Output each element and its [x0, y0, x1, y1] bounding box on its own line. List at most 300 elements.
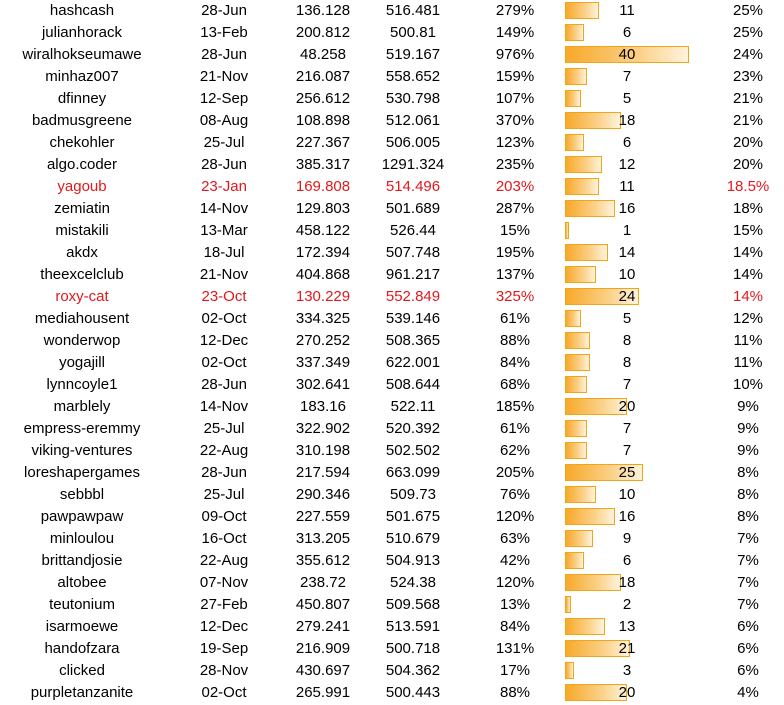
date-cell[interactable]: 28-Jun: [201, 376, 247, 393]
username-cell[interactable]: julianhorack: [41, 24, 123, 41]
value-b-cell[interactable]: 520.392: [385, 420, 441, 437]
table-row[interactable]: [0, 88, 784, 110]
value-b-cell[interactable]: 513.591: [385, 618, 441, 635]
table-row[interactable]: [0, 308, 784, 330]
share-cell[interactable]: 23%: [732, 68, 764, 85]
count-value: 16: [618, 200, 636, 217]
value-a-cell[interactable]: 337.349: [295, 354, 351, 371]
data-bar: [565, 134, 584, 151]
count-bar-cell[interactable]: [563, 528, 691, 550]
percent-cell[interactable]: 287%: [495, 200, 535, 217]
percent-cell[interactable]: 976%: [495, 46, 535, 63]
count-bar-cell[interactable]: [563, 154, 691, 176]
data-bar: [565, 486, 596, 503]
share-cell[interactable]: 20%: [732, 134, 764, 151]
count-value: 40: [618, 46, 636, 63]
count-value: 18: [618, 574, 636, 591]
count-value: 20: [618, 684, 636, 701]
share-cell[interactable]: 8%: [737, 464, 759, 481]
data-bar: [565, 112, 621, 129]
table-row[interactable]: [0, 572, 784, 594]
value-a-cell[interactable]: 217.594: [295, 464, 351, 481]
count-bar-cell[interactable]: [563, 286, 691, 308]
date-cell[interactable]: 21-Nov: [199, 68, 249, 85]
share-cell[interactable]: 11%: [733, 354, 763, 371]
count-bar-cell[interactable]: [563, 506, 691, 528]
date-cell[interactable]: 23-Jan: [201, 178, 247, 195]
count-value: 24: [618, 288, 636, 305]
username-cell[interactable]: empress-eremmy: [23, 420, 141, 437]
table-row[interactable]: [0, 176, 784, 198]
value-b-cell[interactable]: 552.849: [385, 288, 441, 305]
value-b-cell[interactable]: 512.061: [385, 112, 441, 129]
username-cell[interactable]: loreshapergames: [24, 464, 140, 481]
value-a-cell[interactable]: 310.198: [295, 442, 351, 459]
value-b-cell[interactable]: 539.146: [385, 310, 441, 327]
username-cell[interactable]: minloulou: [49, 530, 115, 547]
percent-cell[interactable]: 279%: [495, 2, 535, 19]
count-bar-cell[interactable]: [563, 462, 691, 484]
count-bar-cell[interactable]: [563, 660, 691, 682]
percent-cell[interactable]: 203%: [495, 178, 535, 195]
value-b-cell[interactable]: 500.81: [390, 24, 436, 41]
username-cell[interactable]: algo.coder: [46, 156, 118, 173]
count-value: 7: [622, 420, 632, 437]
share-cell[interactable]: 12%: [732, 310, 764, 327]
count-value: 6: [622, 134, 632, 151]
value-a-cell[interactable]: 450.807: [295, 596, 351, 613]
count-value: 10: [618, 486, 636, 503]
date-cell[interactable]: 22-Aug: [199, 442, 249, 459]
value-b-cell[interactable]: 524.38: [390, 574, 436, 591]
share-cell[interactable]: 14%: [732, 288, 764, 305]
value-b-cell[interactable]: 508.365: [385, 332, 441, 349]
data-bar: [565, 68, 587, 85]
count-value: 16: [618, 508, 636, 525]
data-bar: [565, 662, 574, 679]
table-row[interactable]: [0, 44, 784, 66]
data-bar: [565, 574, 621, 591]
percent-cell[interactable]: 84%: [499, 618, 531, 635]
username-cell[interactable]: yagoub: [57, 178, 107, 195]
value-a-cell[interactable]: 108.898: [295, 112, 351, 129]
share-cell[interactable]: 7%: [737, 552, 759, 569]
date-cell[interactable]: 08-Aug: [199, 112, 249, 129]
username-cell[interactable]: hashcash: [49, 2, 115, 19]
share-cell[interactable]: 14%: [732, 266, 764, 283]
share-cell[interactable]: 18%: [732, 200, 764, 217]
date-cell[interactable]: 23-Oct: [201, 288, 247, 305]
table-row[interactable]: [0, 506, 784, 528]
value-b-cell[interactable]: 501.689: [385, 200, 441, 217]
value-b-cell[interactable]: 502.502: [385, 442, 441, 459]
date-cell[interactable]: 13-Feb: [200, 24, 248, 41]
data-bar: [565, 266, 596, 283]
percent-cell[interactable]: 13%: [499, 596, 531, 613]
username-cell[interactable]: sebbbl: [59, 486, 105, 503]
percent-cell[interactable]: 149%: [495, 24, 535, 41]
share-cell[interactable]: 24%: [732, 46, 764, 63]
date-cell[interactable]: 14-Nov: [199, 398, 249, 415]
username-cell[interactable]: badmusgreene: [31, 112, 133, 129]
table-row[interactable]: [0, 484, 784, 506]
date-cell[interactable]: 13-Mar: [200, 222, 248, 239]
value-a-cell[interactable]: 430.697: [295, 662, 351, 679]
username-cell[interactable]: wiralhokseumawe: [22, 46, 142, 63]
value-a-cell[interactable]: 302.641: [295, 376, 351, 393]
value-a-cell[interactable]: 458.122: [295, 222, 351, 239]
percent-cell[interactable]: 61%: [499, 310, 531, 327]
value-a-cell[interactable]: 216.087: [295, 68, 351, 85]
count-bar-cell[interactable]: [563, 176, 691, 198]
count-value: 1: [622, 222, 632, 239]
count-bar-cell[interactable]: [563, 484, 691, 506]
username-cell[interactable]: mediahousent: [34, 310, 130, 327]
percent-cell[interactable]: 42%: [499, 552, 531, 569]
share-cell[interactable]: 8%: [737, 486, 759, 503]
share-cell[interactable]: 9%: [737, 442, 759, 459]
share-cell[interactable]: 25%: [732, 2, 764, 19]
share-cell[interactable]: 10%: [732, 376, 764, 393]
username-cell[interactable]: minhaz007: [45, 68, 119, 85]
percent-cell[interactable]: 68%: [499, 376, 531, 393]
username-cell[interactable]: viking-ventures: [31, 442, 133, 459]
value-a-cell[interactable]: 334.325: [295, 310, 351, 327]
value-b-cell[interactable]: 500.718: [385, 640, 441, 657]
table-row[interactable]: [0, 616, 784, 638]
value-a-cell[interactable]: 238.72: [300, 574, 346, 591]
date-cell[interactable]: 27-Feb: [200, 596, 248, 613]
date-cell[interactable]: 28-Jun: [201, 46, 247, 63]
value-a-cell[interactable]: 48.258: [300, 46, 346, 63]
count-value: 20: [618, 398, 636, 415]
value-a-cell[interactable]: 290.346: [295, 486, 351, 503]
share-cell[interactable]: 9%: [737, 398, 759, 415]
value-a-cell[interactable]: 322.902: [295, 420, 351, 437]
value-b-cell[interactable]: 961.217: [385, 266, 441, 283]
share-cell[interactable]: 18.5%: [726, 178, 770, 195]
date-cell[interactable]: 25-Jul: [203, 134, 245, 151]
count-bar-cell[interactable]: [563, 418, 691, 440]
percent-cell[interactable]: 205%: [495, 464, 535, 481]
username-cell[interactable]: marblely: [53, 398, 111, 415]
date-cell[interactable]: 19-Sep: [199, 640, 249, 657]
percent-cell[interactable]: 63%: [499, 530, 531, 547]
username-cell[interactable]: chekohler: [49, 134, 115, 151]
share-cell[interactable]: 7%: [737, 596, 759, 613]
value-a-cell[interactable]: 129.803: [295, 200, 351, 217]
data-bar: [565, 24, 584, 41]
count-value: 12: [618, 156, 636, 173]
percent-cell[interactable]: 325%: [495, 288, 535, 305]
count-bar-cell[interactable]: [563, 594, 691, 616]
username-cell[interactable]: mistakili: [55, 222, 109, 239]
count-value: 8: [622, 354, 632, 371]
table-row[interactable]: [0, 0, 784, 22]
date-cell[interactable]: 12-Dec: [199, 618, 249, 635]
username-cell[interactable]: pawpawpaw: [40, 508, 124, 525]
value-a-cell[interactable]: 270.252: [295, 332, 351, 349]
value-b-cell[interactable]: 510.679: [385, 530, 441, 547]
username-cell[interactable]: yogajill: [59, 354, 105, 371]
count-bar-cell[interactable]: [563, 616, 691, 638]
share-cell[interactable]: 9%: [737, 420, 759, 437]
table-row[interactable]: [0, 242, 784, 264]
count-bar-cell[interactable]: [563, 132, 691, 154]
date-cell[interactable]: 28-Jun: [201, 156, 247, 173]
count-value: 25: [618, 464, 636, 481]
percent-cell[interactable]: 15%: [499, 222, 531, 239]
value-b-cell[interactable]: 509.568: [385, 596, 441, 613]
percent-cell[interactable]: 107%: [495, 90, 535, 107]
data-bar: [565, 530, 593, 547]
percent-cell[interactable]: 84%: [499, 354, 531, 371]
share-cell[interactable]: 15%: [732, 222, 764, 239]
value-b-cell[interactable]: 509.73: [390, 486, 436, 503]
table-row[interactable]: [0, 594, 784, 616]
date-cell[interactable]: 22-Aug: [199, 552, 249, 569]
count-value: 2: [622, 596, 632, 613]
username-cell[interactable]: purpletanzanite: [30, 684, 134, 701]
value-a-cell[interactable]: 404.868: [295, 266, 351, 283]
value-b-cell[interactable]: 519.167: [385, 46, 441, 63]
data-bar: [565, 398, 627, 415]
count-value: 21: [618, 640, 636, 657]
data-bar: [565, 552, 584, 569]
table-row[interactable]: [0, 66, 784, 88]
count-bar-cell[interactable]: [563, 638, 691, 660]
username-cell[interactable]: roxy-cat: [55, 288, 109, 305]
value-b-cell[interactable]: 530.798: [385, 90, 441, 107]
value-b-cell[interactable]: 501.675: [385, 508, 441, 525]
value-a-cell[interactable]: 169.808: [295, 178, 351, 195]
count-bar-cell[interactable]: [563, 352, 691, 374]
username-cell[interactable]: brittandjosie: [41, 552, 123, 569]
value-b-cell[interactable]: 504.913: [385, 552, 441, 569]
value-b-cell[interactable]: 622.001: [385, 354, 441, 371]
data-bar: [565, 442, 587, 459]
percent-cell[interactable]: 195%: [495, 244, 535, 261]
percent-cell[interactable]: 61%: [499, 420, 531, 437]
table-row[interactable]: [0, 264, 784, 286]
share-cell[interactable]: 7%: [737, 574, 759, 591]
value-a-cell[interactable]: 130.229: [295, 288, 351, 305]
count-bar-cell[interactable]: [563, 44, 691, 66]
value-a-cell[interactable]: 183.16: [300, 398, 346, 415]
percent-cell[interactable]: 120%: [495, 508, 535, 525]
date-cell[interactable]: 07-Nov: [199, 574, 249, 591]
value-b-cell[interactable]: 663.099: [385, 464, 441, 481]
table-row[interactable]: [0, 550, 784, 572]
username-cell[interactable]: altobee: [57, 574, 107, 591]
share-cell[interactable]: 6%: [737, 618, 759, 635]
count-bar-cell[interactable]: [563, 242, 691, 264]
count-bar-cell[interactable]: [563, 550, 691, 572]
date-cell[interactable]: 14-Nov: [199, 200, 249, 217]
count-value: 5: [622, 310, 632, 327]
percent-cell[interactable]: 17%: [499, 662, 531, 679]
count-value: 7: [622, 376, 632, 393]
date-cell[interactable]: 28-Jun: [201, 464, 247, 481]
data-bar: [565, 310, 581, 327]
value-b-cell[interactable]: 500.443: [385, 684, 441, 701]
count-value: 18: [618, 112, 636, 129]
percent-cell[interactable]: 88%: [499, 332, 531, 349]
data-bar: [565, 156, 602, 173]
date-cell[interactable]: 02-Oct: [201, 684, 247, 701]
value-a-cell[interactable]: 227.367: [295, 134, 351, 151]
count-bar-cell[interactable]: [563, 440, 691, 462]
table-row[interactable]: [0, 660, 784, 682]
percent-cell[interactable]: 137%: [495, 266, 535, 283]
value-b-cell[interactable]: 558.652: [385, 68, 441, 85]
username-cell[interactable]: lynncoyle1: [46, 376, 118, 393]
percent-cell[interactable]: 370%: [495, 112, 535, 129]
value-a-cell[interactable]: 227.559: [295, 508, 351, 525]
value-b-cell[interactable]: 508.644: [385, 376, 441, 393]
username-cell[interactable]: dfinney: [57, 90, 107, 107]
table-row[interactable]: [0, 682, 784, 704]
table-row[interactable]: [0, 440, 784, 462]
value-a-cell[interactable]: 385.317: [295, 156, 351, 173]
table-row[interactable]: [0, 154, 784, 176]
username-cell[interactable]: teutonium: [49, 596, 115, 613]
count-bar-cell[interactable]: [563, 198, 691, 220]
date-cell[interactable]: 16-Oct: [201, 530, 247, 547]
date-cell[interactable]: 25-Jul: [203, 486, 245, 503]
value-a-cell[interactable]: 279.241: [295, 618, 351, 635]
value-a-cell[interactable]: 265.991: [295, 684, 351, 701]
share-cell[interactable]: 6%: [737, 662, 759, 679]
date-cell[interactable]: 21-Nov: [199, 266, 249, 283]
value-a-cell[interactable]: 136.128: [295, 2, 351, 19]
table-row[interactable]: [0, 286, 784, 308]
count-bar-cell[interactable]: [563, 66, 691, 88]
value-b-cell[interactable]: 506.005: [385, 134, 441, 151]
value-b-cell[interactable]: 514.496: [385, 178, 441, 195]
date-cell[interactable]: 12-Sep: [199, 90, 249, 107]
date-cell[interactable]: 28-Nov: [199, 662, 249, 679]
count-value: 6: [622, 552, 632, 569]
value-a-cell[interactable]: 313.205: [295, 530, 351, 547]
table-row[interactable]: [0, 528, 784, 550]
username-cell[interactable]: wonderwop: [43, 332, 121, 349]
table-row[interactable]: [0, 22, 784, 44]
count-bar-cell[interactable]: [563, 396, 691, 418]
date-cell[interactable]: 12-Dec: [199, 332, 249, 349]
table-row[interactable]: [0, 374, 784, 396]
share-cell[interactable]: 4%: [737, 684, 759, 701]
data-bar: [565, 222, 569, 239]
percent-cell[interactable]: 62%: [499, 442, 531, 459]
data-bar: [565, 200, 615, 217]
share-cell[interactable]: 7%: [737, 530, 759, 547]
value-b-cell[interactable]: 526.44: [390, 222, 436, 239]
value-a-cell[interactable]: 216.909: [295, 640, 351, 657]
value-a-cell[interactable]: 355.612: [295, 552, 351, 569]
share-cell[interactable]: 8%: [737, 508, 759, 525]
share-cell[interactable]: 21%: [732, 112, 764, 129]
share-cell[interactable]: 11%: [733, 332, 763, 349]
table-row[interactable]: [0, 220, 784, 242]
count-bar-cell[interactable]: [563, 682, 691, 704]
date-cell[interactable]: 25-Jul: [203, 420, 245, 437]
count-value: 5: [622, 90, 632, 107]
count-bar-cell[interactable]: [563, 264, 691, 286]
value-b-cell[interactable]: 1291.324: [381, 156, 445, 173]
percent-cell[interactable]: 235%: [495, 156, 535, 173]
percent-cell[interactable]: 76%: [499, 486, 531, 503]
username-cell[interactable]: akdx: [66, 244, 98, 261]
count-value: 3: [622, 662, 632, 679]
username-cell[interactable]: clicked: [59, 662, 105, 679]
data-bar: [565, 376, 587, 393]
percent-cell[interactable]: 131%: [495, 640, 535, 657]
percent-cell[interactable]: 123%: [495, 134, 535, 151]
table-row[interactable]: [0, 396, 784, 418]
percent-cell[interactable]: 159%: [495, 68, 535, 85]
table-row[interactable]: [0, 110, 784, 132]
count-bar-cell[interactable]: [563, 308, 691, 330]
count-bar-cell[interactable]: [563, 374, 691, 396]
table-row[interactable]: [0, 330, 784, 352]
username-cell[interactable]: isarmoewe: [45, 618, 119, 635]
count-bar-cell[interactable]: [563, 572, 691, 594]
count-bar-cell[interactable]: [563, 22, 691, 44]
share-cell[interactable]: 14%: [732, 244, 764, 261]
date-cell[interactable]: 28-Jun: [201, 2, 247, 19]
value-b-cell[interactable]: 516.481: [385, 2, 441, 19]
table-row[interactable]: [0, 132, 784, 154]
value-a-cell[interactable]: 172.394: [295, 244, 351, 261]
table-row[interactable]: [0, 198, 784, 220]
percent-cell[interactable]: 185%: [495, 398, 535, 415]
date-cell[interactable]: 09-Oct: [201, 508, 247, 525]
share-cell[interactable]: 25%: [732, 24, 764, 41]
date-cell[interactable]: 18-Jul: [203, 244, 245, 261]
count-bar-cell[interactable]: [563, 0, 691, 22]
share-cell[interactable]: 20%: [732, 156, 764, 173]
table-row[interactable]: [0, 638, 784, 660]
username-cell[interactable]: theexcelclub: [40, 266, 124, 283]
data-bar: [565, 332, 590, 349]
data-bar: [565, 90, 581, 107]
count-value: 13: [618, 618, 636, 635]
count-bar-cell[interactable]: [563, 220, 691, 242]
username-cell[interactable]: handofzara: [44, 640, 120, 657]
share-cell[interactable]: 6%: [737, 640, 759, 657]
count-bar-cell[interactable]: [563, 110, 691, 132]
count-value: 11: [619, 2, 635, 19]
value-a-cell[interactable]: 200.812: [295, 24, 351, 41]
value-b-cell[interactable]: 522.11: [390, 398, 436, 415]
date-cell[interactable]: 02-Oct: [201, 354, 247, 371]
username-cell[interactable]: zemiatin: [54, 200, 110, 217]
value-b-cell[interactable]: 507.748: [385, 244, 441, 261]
table-row[interactable]: [0, 352, 784, 374]
count-bar-cell[interactable]: [563, 88, 691, 110]
percent-cell[interactable]: 120%: [495, 574, 535, 591]
percent-cell[interactable]: 88%: [499, 684, 531, 701]
count-bar-cell[interactable]: [563, 330, 691, 352]
date-cell[interactable]: 02-Oct: [201, 310, 247, 327]
table-row[interactable]: [0, 418, 784, 440]
value-a-cell[interactable]: 256.612: [295, 90, 351, 107]
share-cell[interactable]: 21%: [732, 90, 764, 107]
value-b-cell[interactable]: 504.362: [385, 662, 441, 679]
data-bar: [565, 420, 587, 437]
table-row[interactable]: [0, 462, 784, 484]
